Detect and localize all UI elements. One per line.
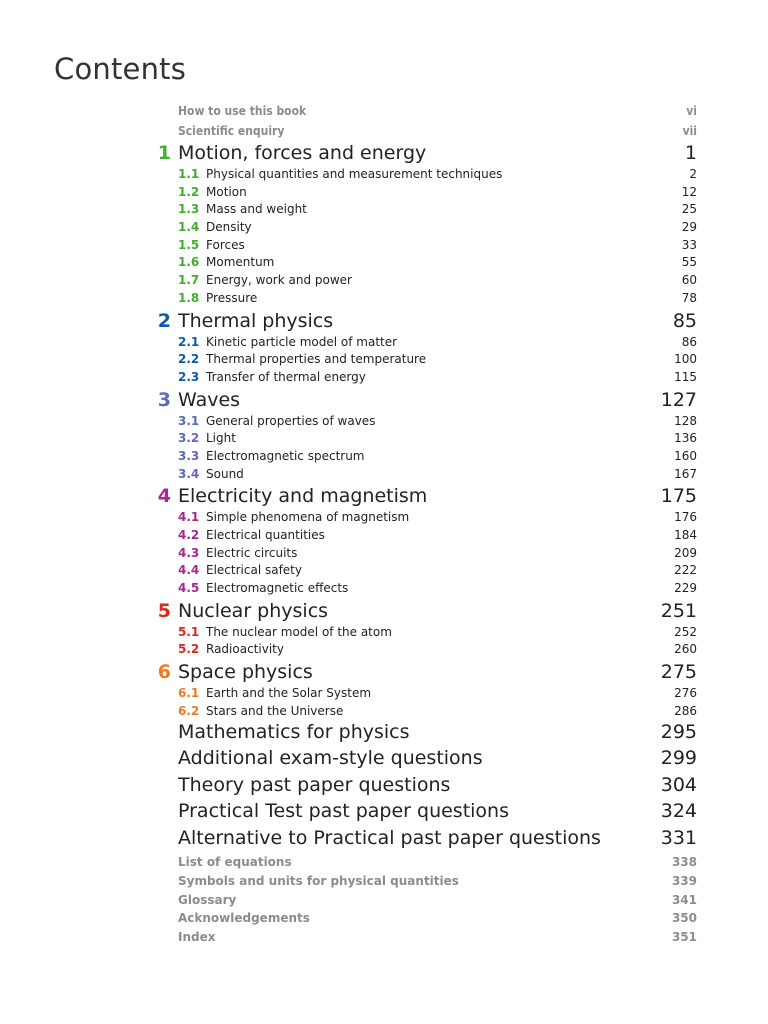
toc-page-number: 304 [660,773,697,796]
section-1-1[interactable] [155,166,697,184]
section-3-1[interactable] [155,413,697,431]
section-title: Sound [206,466,244,481]
section-number: 1.5 [178,237,200,252]
toc-page-number: 339 [671,873,697,888]
section-number: 2.3 [178,369,200,384]
section-title: Simple phenomena of magnetism [206,510,410,525]
section-1-4[interactable] [155,219,697,237]
toc-entry-back[interactable] [155,928,697,947]
section-title: Electric circuits [206,545,298,560]
chapter-title: Motion, forces and energy [178,142,427,164]
toc-page-number: vi [686,104,697,118]
chapter-number: 2 [157,309,171,332]
section-number: 3.1 [178,413,200,428]
toc-page-number: 85 [672,309,697,332]
section-title: Energy, work and power [206,273,352,288]
toc-page-number: 229 [674,581,697,596]
toc-page-number: 127 [660,388,697,411]
section-4-1[interactable] [155,509,697,527]
toc-page-number: 222 [674,563,697,578]
section-title: Transfer of thermal energy [206,369,366,384]
section-title: Electromagnetic spectrum [206,448,365,463]
section-2-3[interactable] [155,369,697,387]
toc-page-number: 324 [660,800,697,822]
chapter-number: 4 [157,485,171,508]
toc-entry-label: How to use this book [178,104,307,118]
toc-entry-label: Acknowledgements [178,911,310,926]
section-1-6[interactable] [155,254,697,272]
section-number: 3.3 [178,448,200,463]
section-title: Forces [206,237,245,252]
toc-entry-label: Theory past paper questions [178,773,451,796]
toc-page-number: 55 [681,255,697,270]
section-title: Light [206,431,236,446]
section-title: Physical quantities and measurement techniques [206,167,503,181]
section-1-7[interactable] [155,272,697,290]
section-title: General properties of waves [206,413,376,428]
toc-entry-label: Additional exam-style questions [178,747,483,769]
toc-page-number: 1 [684,142,697,164]
section-number: 4.1 [178,510,200,525]
section-title: Electrical quantities [206,528,325,542]
section-5-1[interactable] [155,624,697,642]
toc-entry-extra[interactable] [155,721,697,748]
page-title: Contents [54,52,187,86]
toc-page-number: 100 [674,352,697,367]
toc-page-number: 209 [674,545,697,560]
toc-page-number: 184 [674,528,697,542]
chapter-number: 6 [157,661,171,684]
section-number: 4.4 [178,563,200,578]
section-number: 6.2 [178,703,200,718]
chapter-4[interactable] [155,485,697,509]
toc-page-number: 2 [689,167,697,181]
toc-entry-front[interactable] [155,101,697,121]
section-4-5[interactable] [155,580,697,598]
section-number: 1.4 [178,220,200,235]
section-2-2[interactable] [155,351,697,369]
section-number: 5.2 [178,642,200,657]
section-number: 1.2 [178,184,200,199]
toc-page-number: 175 [660,485,697,508]
toc-page-number: 78 [681,290,697,305]
section-number: 4.2 [178,528,200,542]
toc-page-number: 251 [660,599,697,622]
toc-entry-back[interactable] [155,853,697,872]
chapter-6[interactable] [155,661,697,685]
toc-page-number: 167 [674,466,697,481]
toc-entry-extra[interactable] [155,800,697,827]
toc-entry-extra[interactable] [155,774,697,801]
toc-entry-back[interactable] [155,891,697,910]
section-title: Radioactivity [206,642,284,657]
table-of-contents [155,101,697,947]
toc-page-number: 176 [674,510,697,525]
section-number: 5.1 [178,624,200,639]
toc-entry-extra[interactable] [155,827,697,854]
toc-entry-label: List of equations [178,855,292,869]
toc-page-number: 350 [671,911,697,926]
toc-entry-label: Practical Test past paper questions [178,800,509,822]
chapter-title: Nuclear physics [178,599,329,622]
toc-entry-label: Index [178,930,216,945]
section-title: Electromagnetic effects [206,581,349,596]
section-4-4[interactable] [155,562,697,580]
section-number: 1.8 [178,290,200,305]
section-title: Stars and the Universe [206,703,344,718]
toc-page-number: 299 [660,747,697,769]
chapter-title: Thermal physics [178,309,334,332]
toc-entry-label: Scientific enquiry [178,123,285,138]
chapter-number: 1 [157,142,171,164]
section-number: 1.6 [178,255,200,270]
toc-page-number: 25 [681,202,697,217]
toc-entry-label: Mathematics for physics [178,720,410,743]
section-6-1[interactable] [155,685,697,703]
toc-entry-extra[interactable] [155,747,697,774]
toc-page-number: 29 [681,220,697,235]
section-number: 2.1 [178,334,200,349]
section-1-2[interactable] [155,184,697,202]
toc-page-number: 341 [671,892,697,907]
toc-page-number: 286 [674,703,697,718]
toc-page-number: 86 [681,334,697,349]
section-number: 4.5 [178,581,200,596]
section-number: 2.2 [178,352,200,367]
chapter-2[interactable] [155,310,697,334]
toc-page-number: 160 [674,448,697,463]
section-3-4[interactable] [155,466,697,484]
section-title: Mass and weight [206,202,307,217]
section-number: 3.4 [178,466,200,481]
toc-page-number: 136 [674,431,697,446]
toc-entry-label: Alternative to Practical past paper questions [178,826,601,849]
toc-entry-back[interactable] [155,909,697,928]
section-title: Earth and the Solar System [206,686,372,701]
section-6-2[interactable] [155,703,697,721]
toc-page-number: 276 [674,686,697,701]
chapter-number: 5 [157,599,171,622]
chapter-title: Space physics [178,661,313,684]
toc-page-number: 260 [674,642,697,657]
toc-entry-label: Symbols and units for physical quantities [178,873,459,888]
toc-entry-back[interactable] [155,872,697,891]
section-1-5[interactable] [155,237,697,255]
toc-page-number: 115 [674,369,697,384]
section-title: Density [206,220,252,235]
chapter-5[interactable] [155,600,697,624]
toc-page-number: 128 [674,413,697,428]
section-3-3[interactable] [155,448,697,466]
toc-page-number: 12 [681,184,697,199]
chapter-title: Electricity and magnetism [178,485,428,508]
section-title: Kinetic particle model of matter [206,334,398,349]
toc-page-number: 60 [681,273,697,288]
section-number: 1.1 [178,167,200,181]
section-title: Motion [206,184,247,199]
section-title: Momentum [206,255,275,270]
section-number: 1.7 [178,273,200,288]
section-title: Electrical safety [206,563,302,578]
section-1-3[interactable] [155,201,697,219]
toc-page-number: 252 [674,624,697,639]
toc-page-number: 33 [681,237,697,252]
section-number: 4.3 [178,545,200,560]
section-title: Pressure [206,290,258,305]
toc-page-number: 338 [671,855,697,869]
chapter-title: Waves [178,388,241,411]
section-2-1[interactable] [155,334,697,352]
section-1-8[interactable] [155,290,697,308]
section-title: Thermal properties and temperature [206,352,427,367]
section-3-2[interactable] [155,430,697,448]
chapter-number: 3 [157,388,171,411]
section-5-2[interactable] [155,641,697,659]
toc-page-number: 351 [671,930,697,945]
chapter-1[interactable] [155,142,697,166]
section-number: 1.3 [178,202,200,217]
toc-entry-label: Glossary [178,892,237,907]
toc-entry-front[interactable] [155,121,697,141]
chapter-3[interactable] [155,389,697,413]
toc-page-number: 295 [660,720,697,743]
toc-page-number: 275 [660,661,697,684]
section-4-3[interactable] [155,545,697,563]
section-4-2[interactable] [155,527,697,545]
section-number: 6.1 [178,686,200,701]
section-title: The nuclear model of the atom [206,624,392,639]
section-number: 3.2 [178,431,200,446]
toc-page-number: vii [682,123,697,138]
toc-page-number: 331 [660,826,697,849]
